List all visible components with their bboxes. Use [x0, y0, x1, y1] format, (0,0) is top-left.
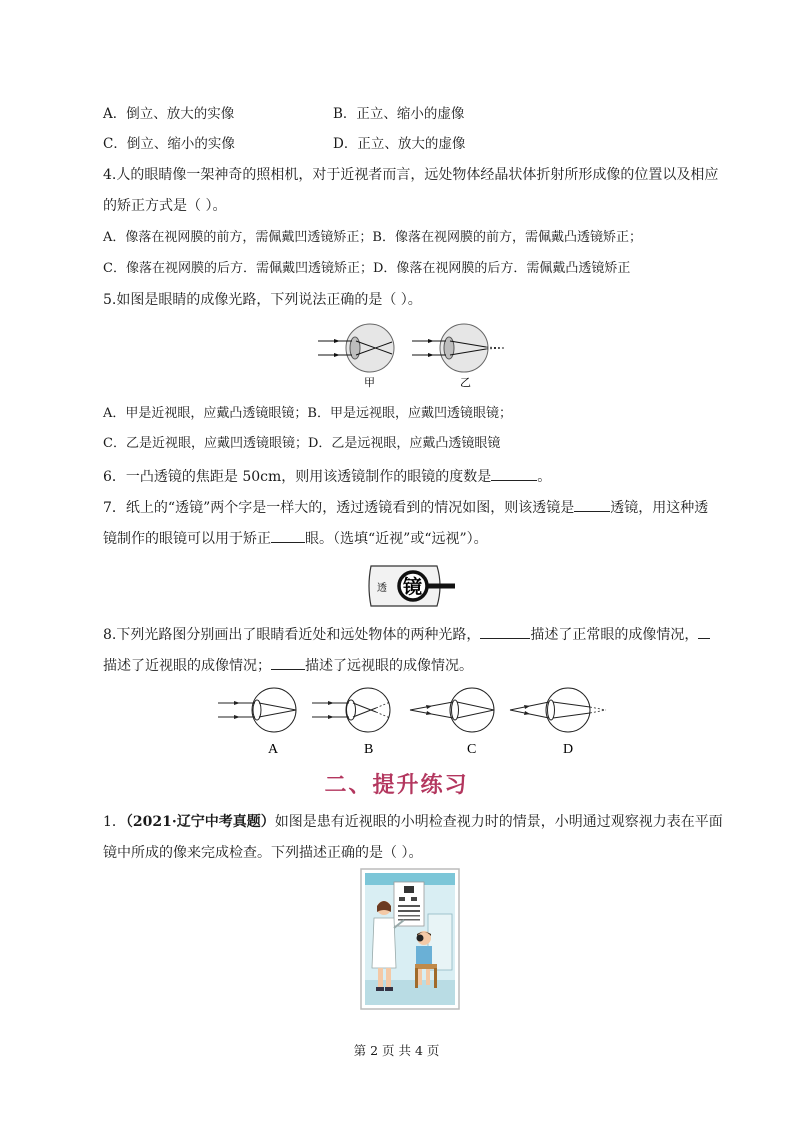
q8-normal-eye-blank[interactable]: [480, 624, 530, 639]
q9-line1: [103, 812, 723, 832]
q8-label-b: B: [364, 742, 374, 757]
eye-jia-label: 甲: [364, 377, 375, 389]
q9-number: 1．: [103, 814, 126, 830]
eye-yi-label: 乙: [460, 377, 471, 389]
q8-label-d: D: [563, 742, 574, 757]
q6-stem: 6．一凸透镜的焦距是 50cm，则用该透镜制作的眼镜的度数是: [103, 469, 492, 485]
q7-line2: [103, 528, 488, 549]
q6-end: 。: [537, 469, 552, 485]
q7-part2: 透镜，用这种透: [610, 500, 709, 516]
eye-exam-illustration: [360, 868, 460, 1010]
q7-line1: [103, 497, 708, 518]
eye-jia-figure: [318, 324, 394, 372]
q8-line2: [103, 655, 473, 676]
section-title: 二、提升练习: [324, 772, 469, 798]
q4-stem-line1: 4.人的眼睛像一架神奇的照相机，对于近视者而言，远处物体经晶状体折射所形成像的位置以及相应: [103, 167, 719, 183]
q4-options-ab: A．像落在视网膜的前方，需佩戴凹透镜矫正；B．像落在视网膜的前方，需佩戴凸透镜矫正；: [103, 230, 642, 245]
q8-eye-b: [312, 688, 390, 732]
q3-option-b: B．正立、缩小的虚像: [333, 106, 465, 122]
q8-eye-diagrams: [210, 683, 620, 759]
q8-part1: 8.下列光路图分别画出了眼睛看近处和远处物体的两种光路，: [103, 627, 481, 643]
q5-eye-diagram: [312, 320, 512, 392]
q9-source: （2021·辽宁中考真题）: [125, 814, 275, 830]
q7-part3: 镜制作的眼镜可以用于矫正: [103, 531, 271, 547]
q8-part3: 描述了近视眼的成像情况；: [103, 658, 271, 674]
q7-part1: 7．纸上的“透镜”两个字是一样大的，透过透镜看到的情况如图，则该透镜是: [103, 500, 575, 516]
q9-text1: 如图是患有近视眼的小明检查视力时的情景，小明通过观察视力表在平面: [274, 814, 723, 830]
q5-options-ab: A．甲是近视眼，应戴凸透镜眼镜；B．甲是远视眼，应戴凹透镜眼镜；: [103, 406, 512, 421]
q7-magnified-char: 镜: [403, 577, 423, 598]
q8-label-c: C: [467, 742, 477, 757]
q7-eye-type-blank[interactable]: [271, 528, 305, 543]
q8-hyperopia-blank[interactable]: [271, 655, 305, 670]
q8-part2: 描述了正常眼的成像情况，: [530, 627, 699, 643]
q3-option-c: C．倒立、缩小的实像: [103, 136, 235, 152]
q7-lens-type-blank[interactable]: [574, 497, 610, 512]
q8-part4: 描述了远视眼的成像情况。: [305, 658, 473, 674]
q7-small-char: 透: [377, 583, 387, 594]
q6-answer-blank[interactable]: [491, 466, 537, 481]
q5-stem: 5.如图是眼睛的成像光路，下列说法正确的是（ ）。: [103, 292, 422, 308]
q3-option-d: D．正立、放大的虚像: [333, 136, 466, 152]
q8-eye-d: [510, 688, 606, 732]
q9-line2: 镜中所成的像来完成检查。下列描述正确的是（ ）。: [103, 845, 423, 861]
q8-myopia-blank-start[interactable]: [698, 624, 710, 639]
q8-line1: [103, 624, 710, 645]
q4-options-cd: C．像落在视网膜的后方．需佩戴凹透镜矫正；D．像落在视网膜的后方．需佩戴凸透镜矫正: [103, 261, 631, 276]
q8-label-a: A: [268, 742, 279, 757]
q8-eye-a: [218, 688, 296, 732]
q4-stem-line2: 的矫正方式是（ ）。: [103, 198, 227, 214]
q5-options-cd: C．乙是近视眼，应戴凹透镜眼镜；D．乙是远视眼，应戴凸透镜眼镜: [103, 436, 501, 451]
eye-chart: [394, 882, 424, 926]
eye-yi-figure: [412, 324, 504, 372]
q7-part4: 眼。（选填“近视”或“远视”）。: [305, 531, 488, 547]
q7-magnifier-figure: [365, 560, 461, 612]
page-footer: 第 2 页 共 4 页: [353, 1043, 440, 1058]
q8-eye-c: [410, 688, 494, 732]
q3-option-a: A．倒立、放大的实像: [103, 106, 235, 122]
q6-line: [103, 466, 551, 487]
